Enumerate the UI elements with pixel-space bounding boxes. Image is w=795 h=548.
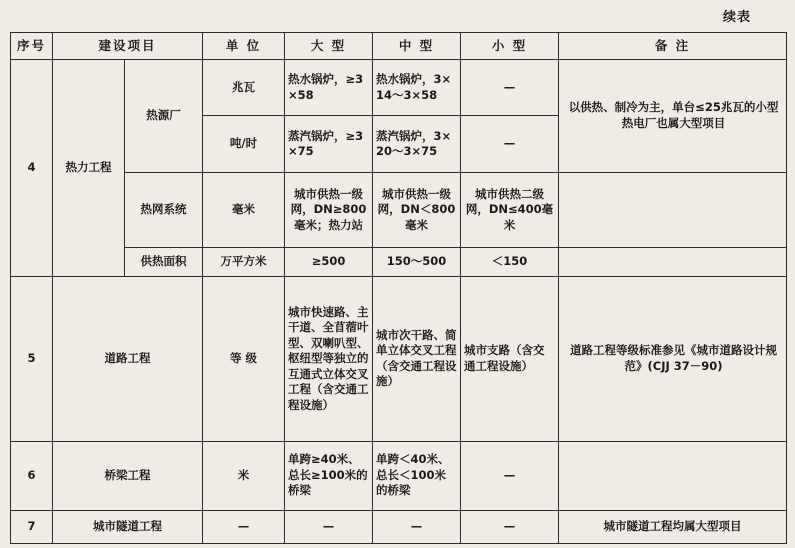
row5-small: 城市支路（含交通工程设施） — [461, 277, 559, 442]
row6-remarks — [559, 441, 787, 510]
row5-large: 城市快速路、主干道、全苜蓿叶型、双喇叭型、枢纽型等独立的互通式立体交叉工程（含交通工程设施） — [285, 277, 373, 442]
row4-th-unit: 吨/时 — [203, 116, 285, 172]
row4-th-large: 蒸汽锅炉，≥3×75 — [285, 116, 373, 172]
row6-project: 桥梁工程 — [53, 441, 203, 510]
header-large: 大 型 — [285, 33, 373, 60]
row7-no: 7 — [11, 510, 53, 543]
table-row — [11, 277, 787, 442]
table-row — [11, 247, 787, 276]
header-no: 序号 — [11, 33, 53, 60]
row6-small: — — [461, 441, 559, 510]
row4-project: 热力工程 — [53, 60, 125, 277]
row4-mw-small: — — [461, 60, 559, 116]
row7-project: 城市隧道工程 — [53, 510, 203, 543]
row7-medium: — — [373, 510, 461, 543]
header-medium: 中 型 — [373, 33, 461, 60]
row6-medium: 单跨＜40米、总长＜100米的桥梁 — [373, 441, 461, 510]
continued-label: 续表 — [722, 10, 751, 25]
row4-network-medium: 城市供热一级网，DN＜800毫米 — [373, 172, 461, 247]
row4-network-remarks — [559, 172, 787, 247]
table-row — [11, 441, 787, 510]
row4-mw-large: 热水锅炉，≥3×58 — [285, 60, 373, 116]
header-project: 建设项目 — [53, 33, 203, 60]
table-header-row — [11, 33, 787, 60]
page-header — [0, 0, 795, 34]
row4-area-unit: 万平方米 — [203, 247, 285, 276]
header-remarks: 备 注 — [559, 33, 787, 60]
row4-mw-unit: 兆瓦 — [203, 60, 285, 116]
table-row — [11, 510, 787, 543]
row4-no: 4 — [11, 60, 53, 277]
row4-area-large: ≥500 — [285, 247, 373, 276]
row4-mw-medium: 热水锅炉，3×14～3×58 — [373, 60, 461, 116]
row5-medium: 城市次干路、简单立体交叉工程（含交通工程设施） — [373, 277, 461, 442]
row6-large: 单跨≥40米、总长≥100米的桥梁 — [285, 441, 373, 510]
row4-remarks: 以供热、制冷为主，单台≤25兆瓦的小型热电厂也属大型项目 — [559, 60, 787, 173]
row4-area-label: 供热面积 — [125, 247, 203, 276]
row4-network-small: 城市供热二级网，DN≤400毫米 — [461, 172, 559, 247]
table-row — [11, 172, 787, 247]
row4-area-remarks — [559, 247, 787, 276]
header-unit: 单 位 — [203, 33, 285, 60]
row5-unit: 等 级 — [203, 277, 285, 442]
project-scale-table — [10, 32, 787, 544]
row4-area-small: ＜150 — [461, 247, 559, 276]
row7-large: — — [285, 510, 373, 543]
table-row — [11, 60, 787, 116]
header-small: 小 型 — [461, 33, 559, 60]
row4-network-large: 城市供热一级网，DN≥800毫米；热力站 — [285, 172, 373, 247]
row5-project: 道路工程 — [53, 277, 203, 442]
row4-network-unit: 毫米 — [203, 172, 285, 247]
row4-network-label: 热网系统 — [125, 172, 203, 247]
row4-area-medium: 150～500 — [373, 247, 461, 276]
row5-no: 5 — [11, 277, 53, 442]
row4-heat-source-label: 热源厂 — [125, 60, 203, 173]
row7-remarks: 城市隧道工程均属大型项目 — [559, 510, 787, 543]
row5-remarks: 道路工程等级标准参见《城市道路设计规范》(CJJ 37－90) — [559, 277, 787, 442]
row7-unit: — — [203, 510, 285, 543]
row4-th-small: — — [461, 116, 559, 172]
row6-no: 6 — [11, 441, 53, 510]
row7-small: — — [461, 510, 559, 543]
row4-th-medium: 蒸汽锅炉，3×20～3×75 — [373, 116, 461, 172]
row6-unit: 米 — [203, 441, 285, 510]
